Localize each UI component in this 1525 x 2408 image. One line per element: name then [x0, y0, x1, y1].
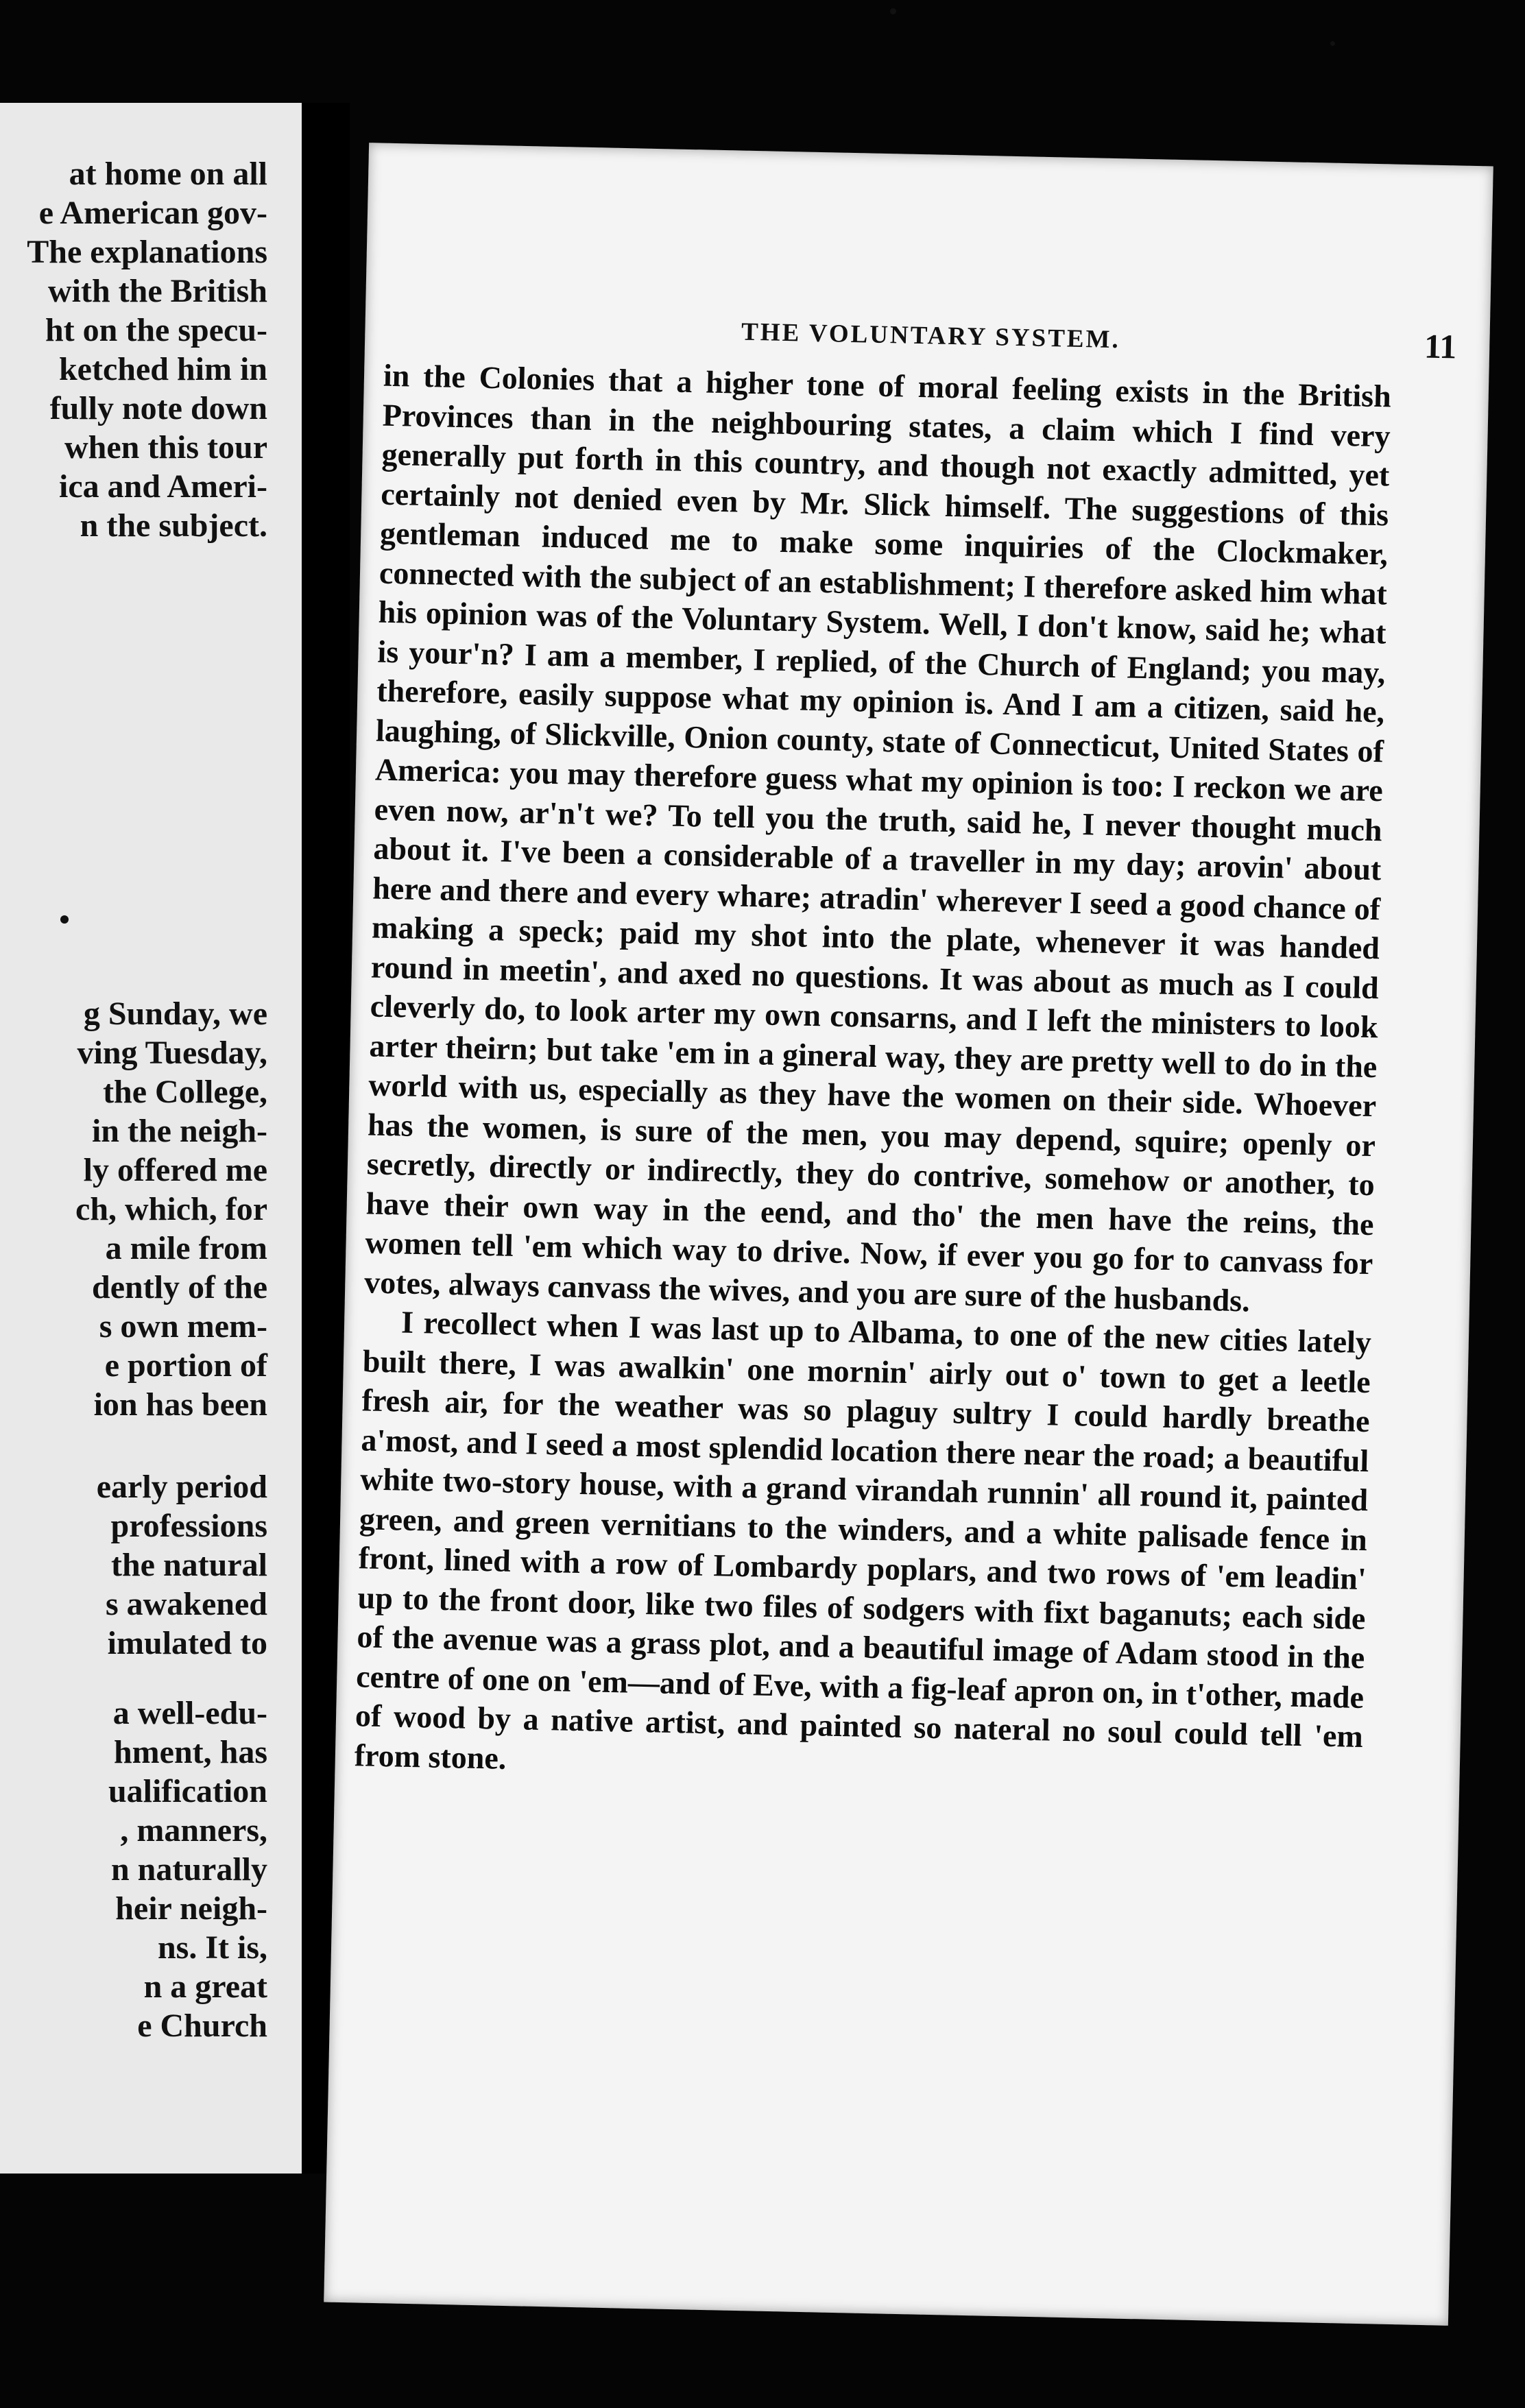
left-line: e portion of	[104, 1347, 267, 1384]
left-page-block-1	[27, 154, 267, 545]
left-line: the natural	[111, 1547, 267, 1583]
left-line: The explanations	[27, 234, 267, 270]
left-line: ns. It is,	[157, 1929, 267, 1966]
left-line: with the British	[47, 273, 267, 309]
paragraph: I recollect when I was last up to Albama, to one of the new cities lately built there, I was awalkin' one mornin' airly out o' town to get a leetle fresh air, for the weather was so plaguy sultry I could hardly breathe a'most, and I seed a most splendid location there near the road; a beautiful white two-story house, with a grand virandah runnin' all round it, painted green, and green vernitians to the winders, and a white palisade fence in front, lined with a row of Lombardy poplars, and two rows of 'em leadin' up to the front door, like two files of sodgers with fixt baganuts; each side of the avenue was a grass plot, and a beautiful image of Adam stood in the centre of one on 'em—and of Eve, with a fig-leaf apron on, in t'other, made of wood by a native artist, and painted so nateral no soul could tell 'em from stone.	[354, 1304, 1372, 1776]
left-line: imulated to	[107, 1625, 267, 1661]
left-line: early period	[96, 1469, 267, 1505]
left-line: e Church	[137, 2008, 267, 2044]
left-line: professions	[110, 1508, 267, 1544]
left-line: ving Tuesday,	[77, 1035, 267, 1071]
scan-speck	[1330, 41, 1335, 46]
page-number: 11	[1424, 326, 1457, 366]
paragraph: in the Colonies that a higher tone of moral feeling exists in the British Provinces than in the neighbouring states, a claim which I find very generally put forth in this country, and though not exactly admitted, yet certainly not denied even by Mr. Slick himself. The suggestions of this gentleman induced me to make some inquiries of the Clockmaker, connected with the subject of an establishment; I therefore asked him what his opinion was of the Voluntary System. Well, I don't know, said he; what is your'n? I am a member, I replied, of the Church of England; you may, therefore, easily suppose what my opinion is. And I am a citizen, said he, laughing, of Slickville, Onion county, state of Connecticut, United States of America: you may therefore guess what my opinion is too: I reckon we are even now, ar'n't we? To tell you the truth, said he, I never thought much about it. I've been a considerable of a traveller in my day; arovin' about here and there and every whare; atradin' wherever I seed a good chance of making a speck; paid my shot into the plate, whenever it was handed round in meetin', and axed no questions. It was about as much as I could cleverly do, to look arter my own consarns, and I left the ministers to look arter theirn; but take 'em in a gineral way, they are pretty well to do in the world with us, especially as they have the women on their side. Whoever has the women, is sure of the men, you may depend, squire; openly or secretly, directly or indirectly, they do contrive, somehow or another, to have their own way in the eend, and tho' the men have the reins, the women tell 'em which way to drive. Now, if ever you go for to canvass for votes, always canvass the wives, and you are sure of the husbands.	[363, 357, 1392, 1318]
left-line: n the subject.	[80, 507, 267, 544]
left-line: n a great	[143, 1968, 267, 2005]
left-line: when this tour	[64, 429, 267, 466]
left-line: , manners,	[120, 1812, 267, 1849]
left-page-block-3	[97, 1467, 267, 1663]
ornament-dot	[60, 915, 69, 924]
left-line: the College,	[103, 1074, 267, 1110]
left-line: s own mem-	[99, 1308, 267, 1345]
left-line: n naturally	[110, 1851, 267, 1888]
left-line: ion has been	[93, 1386, 267, 1423]
left-line: dently of the	[92, 1269, 267, 1305]
left-line: in the neigh-	[91, 1113, 267, 1149]
running-title: THE VOLUNTARY SYSTEM.	[741, 317, 1121, 354]
left-line: ketched him in	[58, 351, 267, 387]
left-line: at home on all	[69, 156, 267, 192]
left-line: heir neigh-	[115, 1890, 267, 1927]
left-page-block-2	[75, 994, 267, 1424]
left-line: hment, has	[113, 1734, 267, 1770]
scan-speck	[890, 8, 896, 14]
left-page-block-4	[108, 1694, 267, 2045]
left-line: a mile from	[105, 1230, 267, 1266]
left-line: a well-edu-	[112, 1695, 267, 1731]
left-line: ly offered me	[83, 1152, 267, 1188]
previous-page-fragment	[0, 103, 302, 2174]
left-line: ch, which, for	[75, 1191, 267, 1227]
left-line: fully note down	[49, 390, 267, 426]
left-line: ica and Ameri-	[59, 468, 267, 505]
left-line: s awakened	[105, 1586, 267, 1622]
book-page	[324, 143, 1493, 2326]
left-line: ualification	[108, 1773, 267, 1809]
left-line: g Sunday, we	[83, 996, 267, 1032]
body-text	[354, 356, 1391, 1796]
left-line: ht on the specu-	[45, 312, 267, 348]
left-line: e American gov-	[38, 195, 267, 231]
